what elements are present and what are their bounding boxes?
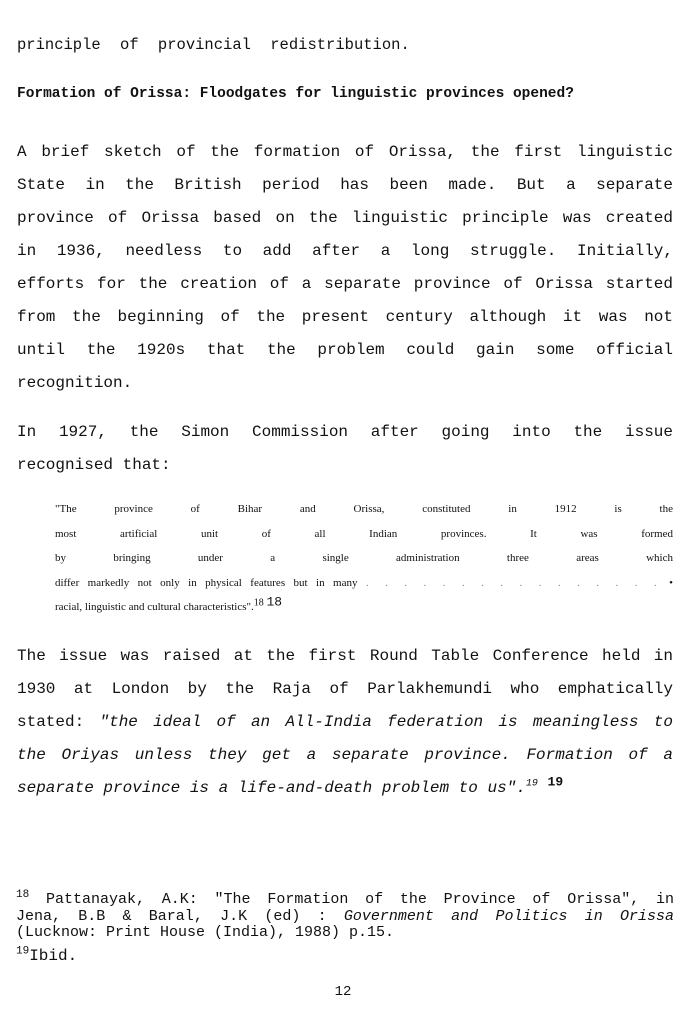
text-line: In 1927, the Simon Commission after going into the issue xyxy=(17,423,673,441)
text-line xyxy=(17,706,673,739)
footnote-ref-18: 18 xyxy=(253,597,264,609)
footnote-marker: 18 xyxy=(16,889,30,901)
text-line: efforts for the creation of a separate province of Orissa started xyxy=(17,275,673,293)
quote-line-text: differ markedly not only in physical features but in many xyxy=(55,576,358,589)
section-heading: Formation of Orissa: Floodgates for linguistic provinces opened? xyxy=(17,86,574,102)
text-line: recognition. xyxy=(17,374,133,392)
footnote-text: Jena, B.B & Baral, J.K (ed) : xyxy=(16,907,344,925)
quoted-text: the Oriyas unless they get a separate province. Formation of a xyxy=(17,746,673,764)
quote-line-text: racial, linguistic and cultural characteristics". xyxy=(55,601,254,614)
text-line: until the 1920s that the problem could gain some official xyxy=(17,341,673,359)
text-line: province of Orissa based on the linguistic principle was created xyxy=(17,209,673,227)
quote-line xyxy=(55,571,673,596)
intro-line: principle of provincial redistribution. xyxy=(17,36,410,54)
footnote-ref-19: 19 xyxy=(525,778,538,790)
footnote-18 xyxy=(16,889,674,909)
quote-bullet: • xyxy=(669,576,673,589)
quoted-text: "the ideal of an All-India federation is meaningless to xyxy=(99,713,674,731)
footnote-19 xyxy=(16,945,674,965)
paragraph-round-table xyxy=(17,640,673,805)
block-quote xyxy=(55,497,673,620)
text-line: The issue was raised at the first Round Table Conference held in xyxy=(17,647,673,665)
paragraph-simon-commission xyxy=(17,416,673,482)
footnote-ref-18-large: 18 xyxy=(266,594,283,610)
footnote-18-line xyxy=(16,909,674,926)
quote-line xyxy=(55,595,673,620)
text-line: State in the British period has been made. But a separate xyxy=(17,176,673,194)
footnote-marker: 19 xyxy=(16,945,30,958)
text-line: 1930 at London by the Raja of Parlakhemundi who emphatically xyxy=(17,680,673,698)
footnote-ref-19-large: 19 xyxy=(547,774,564,790)
text-line: from the beginning of the present century although it was not xyxy=(17,308,673,326)
text-line: A brief sketch of the formation of Orissa, the first linguistic xyxy=(17,143,673,161)
text-line: in 1936, needless to add after a long struggle. Initially, xyxy=(17,242,673,260)
text-line xyxy=(17,772,673,805)
page-number: 12 xyxy=(334,984,352,1000)
text-fragment: stated: xyxy=(17,713,100,731)
footnotes xyxy=(16,889,674,965)
footnote-18-line: (Lucknow: Print House (India), 1988) p.15. xyxy=(16,924,395,941)
text-line xyxy=(17,739,673,772)
quote-line: "The province of Bihar and Orissa, constituted in 1912 is the xyxy=(55,503,673,515)
text-line: recognised that: xyxy=(17,456,171,474)
footnote-text: Pattanayak, A.K: "The Formation of the Province of Orissa", in xyxy=(45,891,674,908)
footnote-text: Ibid. xyxy=(29,946,78,965)
quoted-text: separate province is a life-and-death problem to us". xyxy=(17,779,526,797)
paragraph-orissa-sketch xyxy=(17,136,673,400)
quote-dots: . . . . . . . . . . . . . . . . xyxy=(365,576,661,589)
quote-line: most artificial unit of all Indian provinces. It was formed xyxy=(55,527,673,540)
quote-line: by bringing under a single administration three areas which xyxy=(55,552,673,565)
footnote-book-title: Government and Politics in Orissa xyxy=(343,907,674,925)
